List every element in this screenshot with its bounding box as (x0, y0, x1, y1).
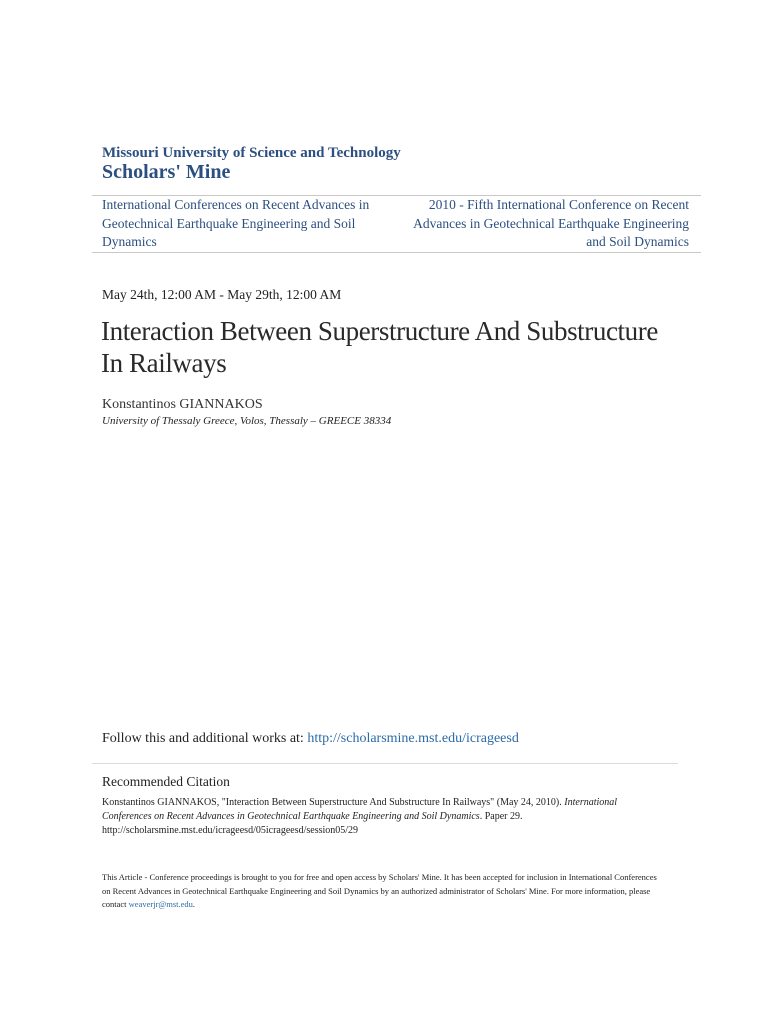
article-title: Interaction Between Superstructure And Substructure In Railways (101, 316, 658, 378)
event-date: May 24th, 12:00 AM - May 29th, 12:00 AM (102, 287, 342, 302)
repository-name: Scholars' Mine (102, 161, 231, 183)
citation-heading: Recommended Citation (102, 774, 230, 789)
author-affiliation: University of Thessaly Greece, Volos, Thessaly – GREECE 38334 (102, 415, 392, 427)
notice-end: . (192, 899, 196, 909)
breadcrumb-conference-link[interactable]: 2010 - Fifth International Conference on Recent Advances in Geotechnical Earthquake Engineering and Soil Dynamics (413, 197, 689, 249)
follow-line (102, 731, 519, 747)
follow-link[interactable]: http://scholarsmine.mst.edu/icrageesd (307, 731, 519, 746)
author-name: Konstantinos GIANNAKOS (102, 397, 263, 412)
breadcrumb-divider (92, 252, 701, 253)
citation-body (102, 796, 662, 838)
breadcrumb-collection-link[interactable]: International Conferences on Recent Advances in Geotechnical Earthquake Engineering and Soil Dynamics (102, 197, 370, 249)
citation-url: http://scholarsmine.mst.edu/icrageesd/05icrageesd/session05/29 (102, 825, 359, 836)
follow-label: Follow this and additional works at: (102, 731, 308, 746)
notice-text: This Article - Conference proceedings is brought to you for free and open access by Scholars' Mine. It has been accepted for inclusion in International Conferences on Recent Advances in Geotechnical Earthquake Engineering and Soil Dynamics by an authorized administrator of Scholars' Mine. For more information, please contact (102, 872, 657, 909)
citation-paper: . Paper 29. (479, 811, 523, 822)
citation-venue: International Conferences on Recent Advances in Geotechnical Earthquake Engineering and Soil Dynamics (102, 797, 618, 822)
contact-email-link[interactable]: weaverjr@mst.edu (128, 899, 193, 909)
citation-text: Konstantinos GIANNAKOS, "Interaction Between Superstructure And Substructure In Railways" (May 24, 2010). (102, 797, 565, 808)
access-notice (102, 871, 667, 912)
institution-name: Missouri University of Science and Technology (102, 145, 401, 161)
citation-divider (92, 763, 678, 764)
